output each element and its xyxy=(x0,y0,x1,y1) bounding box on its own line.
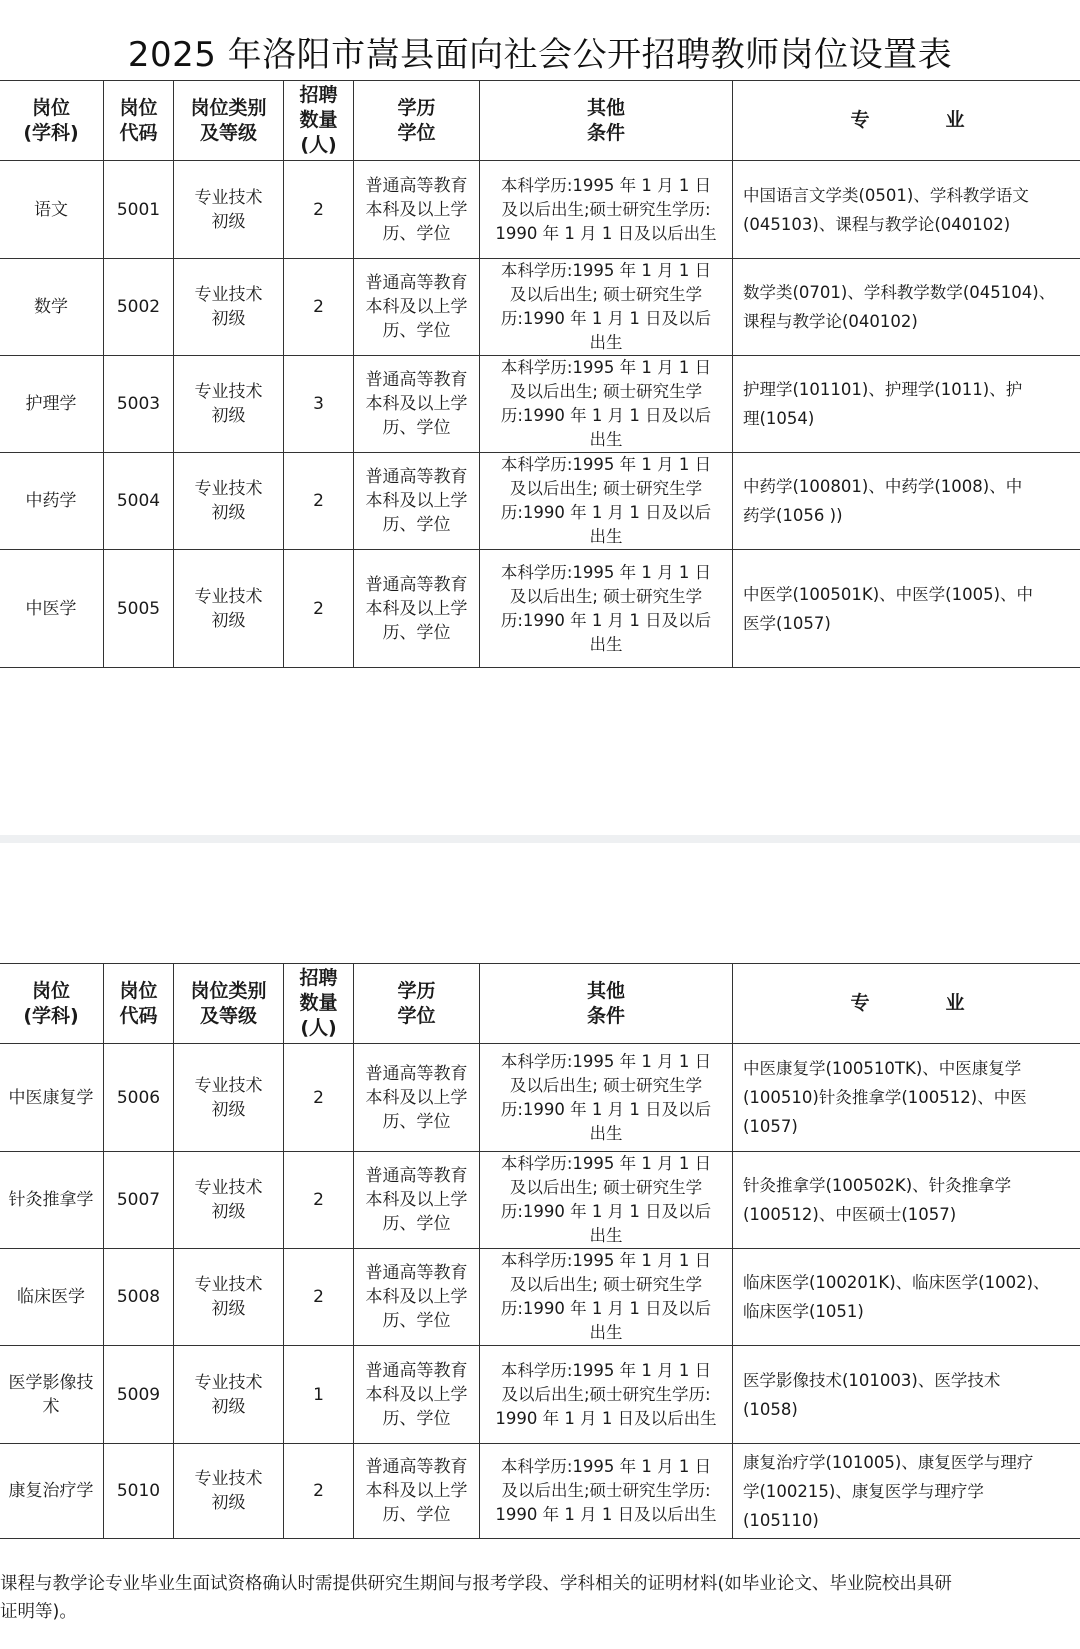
cell-cond-line: 历:1990 年 1 月 1 日及以后 xyxy=(500,1099,712,1119)
cell-code: 5010 xyxy=(104,1444,174,1539)
cell-major-line: 临床医学(1051) xyxy=(743,1302,864,1321)
cell-major xyxy=(733,453,1080,550)
cell-cond-line: 历:1990 年 1 月 1 日及以后 xyxy=(500,1202,712,1221)
cell-cond-line: 1990 年 1 月 1 日及以后出生 xyxy=(495,1505,717,1524)
cell-cond-line: 本科学历:1995 年 1 月 1 日 xyxy=(500,1154,712,1173)
table-row xyxy=(0,1044,1080,1152)
table-body-2 xyxy=(0,1044,1080,1539)
cell-category xyxy=(174,1152,284,1249)
cell-post xyxy=(0,453,104,550)
cell-major-line: 学(100215)、康复医学与理疗学 xyxy=(743,1481,984,1501)
cell-post-line: 护理学 xyxy=(25,394,77,414)
cell-post-line: 针灸推拿学 xyxy=(8,1190,94,1210)
cell-edu-line: 历、学位 xyxy=(382,418,451,438)
cell-edu xyxy=(354,1152,480,1249)
table-row xyxy=(0,1346,1080,1444)
cell-code: 5006 xyxy=(104,1044,174,1152)
header-major: 专 业 xyxy=(733,81,1080,161)
cell-post xyxy=(0,1346,104,1444)
cell-code: 5001 xyxy=(104,161,174,259)
cell-cond-line: 本科学历:1995 年 1 月 1 日 xyxy=(500,261,712,280)
cell-category-line: 专业技术 xyxy=(194,382,263,402)
cell-category-line: 初级 xyxy=(211,1493,246,1513)
cell-major xyxy=(733,356,1080,453)
cell-category-line: 初级 xyxy=(211,1202,246,1222)
cell-edu-line: 普通高等教育 xyxy=(365,1457,468,1477)
table-header xyxy=(0,964,1080,1044)
cell-post-line: 中医康复学 xyxy=(8,1087,94,1108)
cell-edu-line: 普通高等教育 xyxy=(365,273,468,293)
cell-cond-line: 及以后出生; 硕士研究生学 xyxy=(509,285,703,304)
cell-cond-line: 及以后出生;硕士研究生学历: xyxy=(501,199,711,219)
cell-cond-line: 本科学历:1995 年 1 月 1 日 xyxy=(500,1051,712,1071)
cell-major-line: 护理学(101101)、护理学(1011)、护 xyxy=(743,380,1023,399)
cell-category xyxy=(174,1249,284,1346)
cell-post-line: 中医学 xyxy=(25,598,77,619)
cell-cond-line: 及以后出生;硕士研究生学历: xyxy=(501,1481,711,1500)
cell-major-line: 医学(1057) xyxy=(743,613,831,633)
cell-category xyxy=(174,356,284,453)
table-row xyxy=(0,161,1080,259)
cell-cond-line: 出生 xyxy=(589,634,623,654)
table-row xyxy=(0,1444,1080,1539)
cell-count: 2 xyxy=(284,1044,354,1152)
cell-category-line: 专业技术 xyxy=(194,1275,263,1295)
cell-category-line: 初级 xyxy=(211,406,246,426)
cell-post xyxy=(0,259,104,356)
cell-cond-line: 出生 xyxy=(589,333,623,352)
cell-cond-line: 及以后出生; 硕士研究生学 xyxy=(509,1075,703,1095)
header-cond: 其他 条件 xyxy=(480,964,733,1044)
cell-code: 5003 xyxy=(104,356,174,453)
cell-major-line: 医学影像技术(101003)、医学技术 xyxy=(743,1370,1001,1390)
cell-cond-line: 及以后出生; 硕士研究生学 xyxy=(509,479,703,498)
cell-edu-line: 历、学位 xyxy=(382,1214,451,1234)
cell-edu-line: 本科及以上学 xyxy=(365,1384,468,1405)
cell-count: 2 xyxy=(284,259,354,356)
cell-count: 2 xyxy=(284,1152,354,1249)
cell-post xyxy=(0,1152,104,1249)
header-edu: 学历 学位 xyxy=(354,964,480,1044)
cell-post xyxy=(0,356,104,453)
cell-cond xyxy=(480,356,733,453)
cell-count: 2 xyxy=(284,1249,354,1346)
cell-category-line: 专业技术 xyxy=(194,187,263,208)
cell-edu-line: 普通高等教育 xyxy=(365,1263,468,1283)
cell-major xyxy=(733,1444,1080,1539)
cell-cond-line: 本科学历:1995 年 1 月 1 日 xyxy=(500,1457,712,1476)
cell-cond-line: 出生 xyxy=(589,527,623,546)
cell-cond-line: 历:1990 年 1 月 1 日及以后 xyxy=(500,610,712,630)
table-row xyxy=(0,1249,1080,1346)
cell-edu xyxy=(354,550,480,668)
cell-major-line: 中医康复学(100510TK)、中医康复学 xyxy=(743,1059,1022,1078)
cell-cond-line: 出生 xyxy=(589,1323,623,1342)
cell-count: 2 xyxy=(284,550,354,668)
table-body-1 xyxy=(0,161,1080,668)
cell-cond xyxy=(480,1249,733,1346)
header-count: 招聘 数量 (人) xyxy=(284,964,354,1044)
cell-cond xyxy=(480,550,733,668)
footnote xyxy=(0,1570,1080,1626)
cell-major xyxy=(733,550,1080,668)
header-edu: 学历 学位 xyxy=(354,81,480,161)
cell-cond-line: 历:1990 年 1 月 1 日及以后 xyxy=(500,1299,712,1318)
cell-count: 2 xyxy=(284,453,354,550)
header-post: 岗位 (学科) xyxy=(0,81,104,161)
cell-cond-line: 及以后出生;硕士研究生学历: xyxy=(501,1384,711,1404)
table-row xyxy=(0,356,1080,453)
cell-major-line: (1058) xyxy=(743,1399,798,1419)
cell-major xyxy=(733,1346,1080,1444)
cell-major-line: 课程与教学论(040102) xyxy=(743,312,918,331)
cell-edu-line: 本科及以上学 xyxy=(365,1287,468,1307)
cell-category-line: 初级 xyxy=(211,610,246,631)
header-major: 专 业 xyxy=(733,964,1080,1044)
cell-edu xyxy=(354,161,480,259)
cell-major xyxy=(733,1152,1080,1249)
cell-category-line: 专业技术 xyxy=(194,479,263,499)
cell-post xyxy=(0,1249,104,1346)
cell-cond-line: 本科学历:1995 年 1 月 1 日 xyxy=(500,562,712,582)
cell-edu xyxy=(354,259,480,356)
cell-cond-line: 及以后出生; 硕士研究生学 xyxy=(509,1275,703,1294)
header-code: 岗位 代码 xyxy=(104,81,174,161)
cell-cond-line: 本科学历:1995 年 1 月 1 日 xyxy=(500,455,712,474)
table-row xyxy=(0,550,1080,668)
cell-major-line: (100512)、中医硕士(1057) xyxy=(743,1205,957,1224)
cell-major-line: (045103)、课程与教学论(040102) xyxy=(743,214,1011,234)
cell-edu-line: 历、学位 xyxy=(382,1408,451,1429)
cell-cond-line: 及以后出生; 硕士研究生学 xyxy=(509,586,703,606)
cell-cond-line: 本科学历:1995 年 1 月 1 日 xyxy=(500,175,712,195)
cell-cond xyxy=(480,453,733,550)
job-table-1 xyxy=(0,80,1080,668)
cell-major xyxy=(733,161,1080,259)
cell-edu-line: 本科及以上学 xyxy=(365,199,468,220)
cell-major-line: 中药学(100801)、中药学(1008)、中 xyxy=(743,477,1023,496)
cell-post-line: 数学 xyxy=(34,297,68,317)
cell-count: 2 xyxy=(284,1444,354,1539)
cell-edu xyxy=(354,356,480,453)
cell-major-line: 中医学(100501K)、中医学(1005)、中 xyxy=(743,584,1034,604)
cell-cond-line: 历:1990 年 1 月 1 日及以后 xyxy=(500,406,712,425)
cell-edu-line: 历、学位 xyxy=(382,1311,451,1331)
cell-cond-line: 及以后出生; 硕士研究生学 xyxy=(509,382,703,401)
cell-category xyxy=(174,161,284,259)
cell-edu-line: 本科及以上学 xyxy=(365,491,468,511)
cell-major-line: 理(1054) xyxy=(743,409,815,428)
cell-major-line: 药学(1056 )) xyxy=(743,506,843,525)
cell-category-line: 专业技术 xyxy=(194,1075,263,1096)
cell-category xyxy=(174,550,284,668)
cell-edu-line: 历、学位 xyxy=(382,515,451,535)
cell-edu-line: 普通高等教育 xyxy=(365,175,468,196)
cell-major-line: 中国语言文学类(0501)、学科教学语文 xyxy=(743,185,1029,205)
cell-category-line: 专业技术 xyxy=(194,1372,263,1393)
cell-code: 5007 xyxy=(104,1152,174,1249)
cell-edu-line: 历、学位 xyxy=(382,321,451,341)
cell-cond-line: 出生 xyxy=(589,1123,623,1143)
cell-cond-line: 1990 年 1 月 1 日及以后出生 xyxy=(495,1408,717,1428)
header-code: 岗位 代码 xyxy=(104,964,174,1044)
cell-cond-line: 本科学历:1995 年 1 月 1 日 xyxy=(500,1360,712,1380)
table-row xyxy=(0,259,1080,356)
cell-cond-line: 及以后出生; 硕士研究生学 xyxy=(509,1178,703,1197)
cell-post xyxy=(0,550,104,668)
cell-major-line: 针灸推拿学(100502K)、针灸推拿学 xyxy=(743,1176,1012,1195)
cell-category-line: 专业技术 xyxy=(194,1469,263,1489)
cell-edu xyxy=(354,1044,480,1152)
cell-code: 5008 xyxy=(104,1249,174,1346)
cell-category-line: 初级 xyxy=(211,1299,246,1319)
table-row xyxy=(0,453,1080,550)
cell-edu-line: 普通高等教育 xyxy=(365,1063,468,1084)
cell-category-line: 初级 xyxy=(211,211,246,232)
header-cond: 其他 条件 xyxy=(480,81,733,161)
cell-major-line: 康复治疗学(101005)、康复医学与理疗 xyxy=(743,1452,1034,1472)
cell-category-line: 专业技术 xyxy=(194,1178,263,1198)
cell-category-line: 专业技术 xyxy=(194,285,263,305)
cell-edu-line: 本科及以上学 xyxy=(365,1481,468,1501)
cell-post-line: 临床医学 xyxy=(17,1287,85,1307)
header-category: 岗位类别 及等级 xyxy=(174,964,284,1044)
cell-major xyxy=(733,259,1080,356)
cell-category-line: 初级 xyxy=(211,309,246,329)
cell-post xyxy=(0,1444,104,1539)
cell-code: 5009 xyxy=(104,1346,174,1444)
cell-cond-line: 本科学历:1995 年 1 月 1 日 xyxy=(500,358,712,377)
page-title: 2025 年洛阳市嵩县面向社会公开招聘教师岗位设置表 xyxy=(127,35,953,75)
cell-edu-line: 历、学位 xyxy=(382,622,451,643)
cell-cond xyxy=(480,1044,733,1152)
cell-edu-line: 本科及以上学 xyxy=(365,297,468,317)
cell-edu-line: 普通高等教育 xyxy=(365,467,468,487)
cell-count: 1 xyxy=(284,1346,354,1444)
table-row xyxy=(0,1152,1080,1249)
cell-edu-line: 本科及以上学 xyxy=(365,394,468,414)
cell-edu xyxy=(354,1346,480,1444)
cell-code: 5004 xyxy=(104,453,174,550)
page-divider xyxy=(0,835,1080,843)
cell-category-line: 初级 xyxy=(211,1099,246,1120)
cell-code: 5005 xyxy=(104,550,174,668)
cell-cond-line: 本科学历:1995 年 1 月 1 日 xyxy=(500,1251,712,1270)
cell-edu-line: 本科及以上学 xyxy=(365,598,468,619)
cell-post-line: 康复治疗学 xyxy=(8,1481,94,1501)
cell-cond xyxy=(480,161,733,259)
cell-edu-line: 本科及以上学 xyxy=(365,1190,468,1210)
cell-edu-line: 普通高等教育 xyxy=(365,1166,468,1186)
cell-major-line: (1057) xyxy=(743,1117,798,1136)
cell-category-line: 初级 xyxy=(211,503,246,523)
table-header xyxy=(0,81,1080,161)
cell-category xyxy=(174,453,284,550)
job-table-2 xyxy=(0,963,1080,1539)
header-category: 岗位类别 及等级 xyxy=(174,81,284,161)
cell-category-line: 初级 xyxy=(211,1396,246,1417)
cell-post xyxy=(0,161,104,259)
cell-cond-line: 历:1990 年 1 月 1 日及以后 xyxy=(500,503,712,522)
footnote-line: 证明等)。 xyxy=(0,1602,77,1622)
cell-major xyxy=(733,1249,1080,1346)
header-count: 招聘 数量 (人) xyxy=(284,81,354,161)
cell-cond xyxy=(480,1444,733,1539)
cell-category xyxy=(174,259,284,356)
cell-post-line: 术 xyxy=(42,1396,60,1417)
cell-major xyxy=(733,1044,1080,1152)
cell-category xyxy=(174,1444,284,1539)
cell-post-line: 医学影像技 xyxy=(8,1372,94,1393)
cell-edu-line: 普通高等教育 xyxy=(365,1360,468,1381)
cell-count: 3 xyxy=(284,356,354,453)
cell-category xyxy=(174,1044,284,1152)
cell-edu-line: 历、学位 xyxy=(382,1111,451,1132)
cell-edu-line: 普通高等教育 xyxy=(365,574,468,595)
cell-major-line: (100510)针灸推拿学(100512)、中医 xyxy=(743,1088,1027,1107)
cell-cond-line: 出生 xyxy=(589,430,623,449)
cell-major-line: 数学类(0701)、学科教学数学(045104)、 xyxy=(743,283,1056,302)
cell-post-line: 语文 xyxy=(34,199,68,220)
cell-count: 2 xyxy=(284,161,354,259)
cell-category-line: 专业技术 xyxy=(194,586,263,607)
cell-post-line: 中药学 xyxy=(25,491,77,511)
cell-cond xyxy=(480,259,733,356)
cell-edu-line: 普通高等教育 xyxy=(365,370,468,390)
cell-post xyxy=(0,1044,104,1152)
cell-edu-line: 本科及以上学 xyxy=(365,1087,468,1108)
cell-edu-line: 历、学位 xyxy=(382,1505,451,1525)
cell-cond-line: 1990 年 1 月 1 日及以后出生 xyxy=(495,223,717,243)
cell-edu xyxy=(354,1249,480,1346)
header-post: 岗位 (学科) xyxy=(0,964,104,1044)
cell-cond xyxy=(480,1346,733,1444)
cell-edu xyxy=(354,453,480,550)
cell-code: 5002 xyxy=(104,259,174,356)
cell-major-line: (105110) xyxy=(743,1510,819,1530)
cell-category xyxy=(174,1346,284,1444)
cell-major-line: 临床医学(100201K)、临床医学(1002)、 xyxy=(743,1273,1050,1292)
cell-cond xyxy=(480,1152,733,1249)
cell-edu-line: 历、学位 xyxy=(382,223,451,244)
footnote-line: 课程与教学论专业毕业生面试资格确认时需提供研究生期间与报考学段、学科相关的证明材料(如毕业论文、毕业院校出具研 xyxy=(0,1574,952,1594)
cell-edu xyxy=(354,1444,480,1539)
cell-cond-line: 历:1990 年 1 月 1 日及以后 xyxy=(500,309,712,328)
cell-cond-line: 出生 xyxy=(589,1226,623,1245)
